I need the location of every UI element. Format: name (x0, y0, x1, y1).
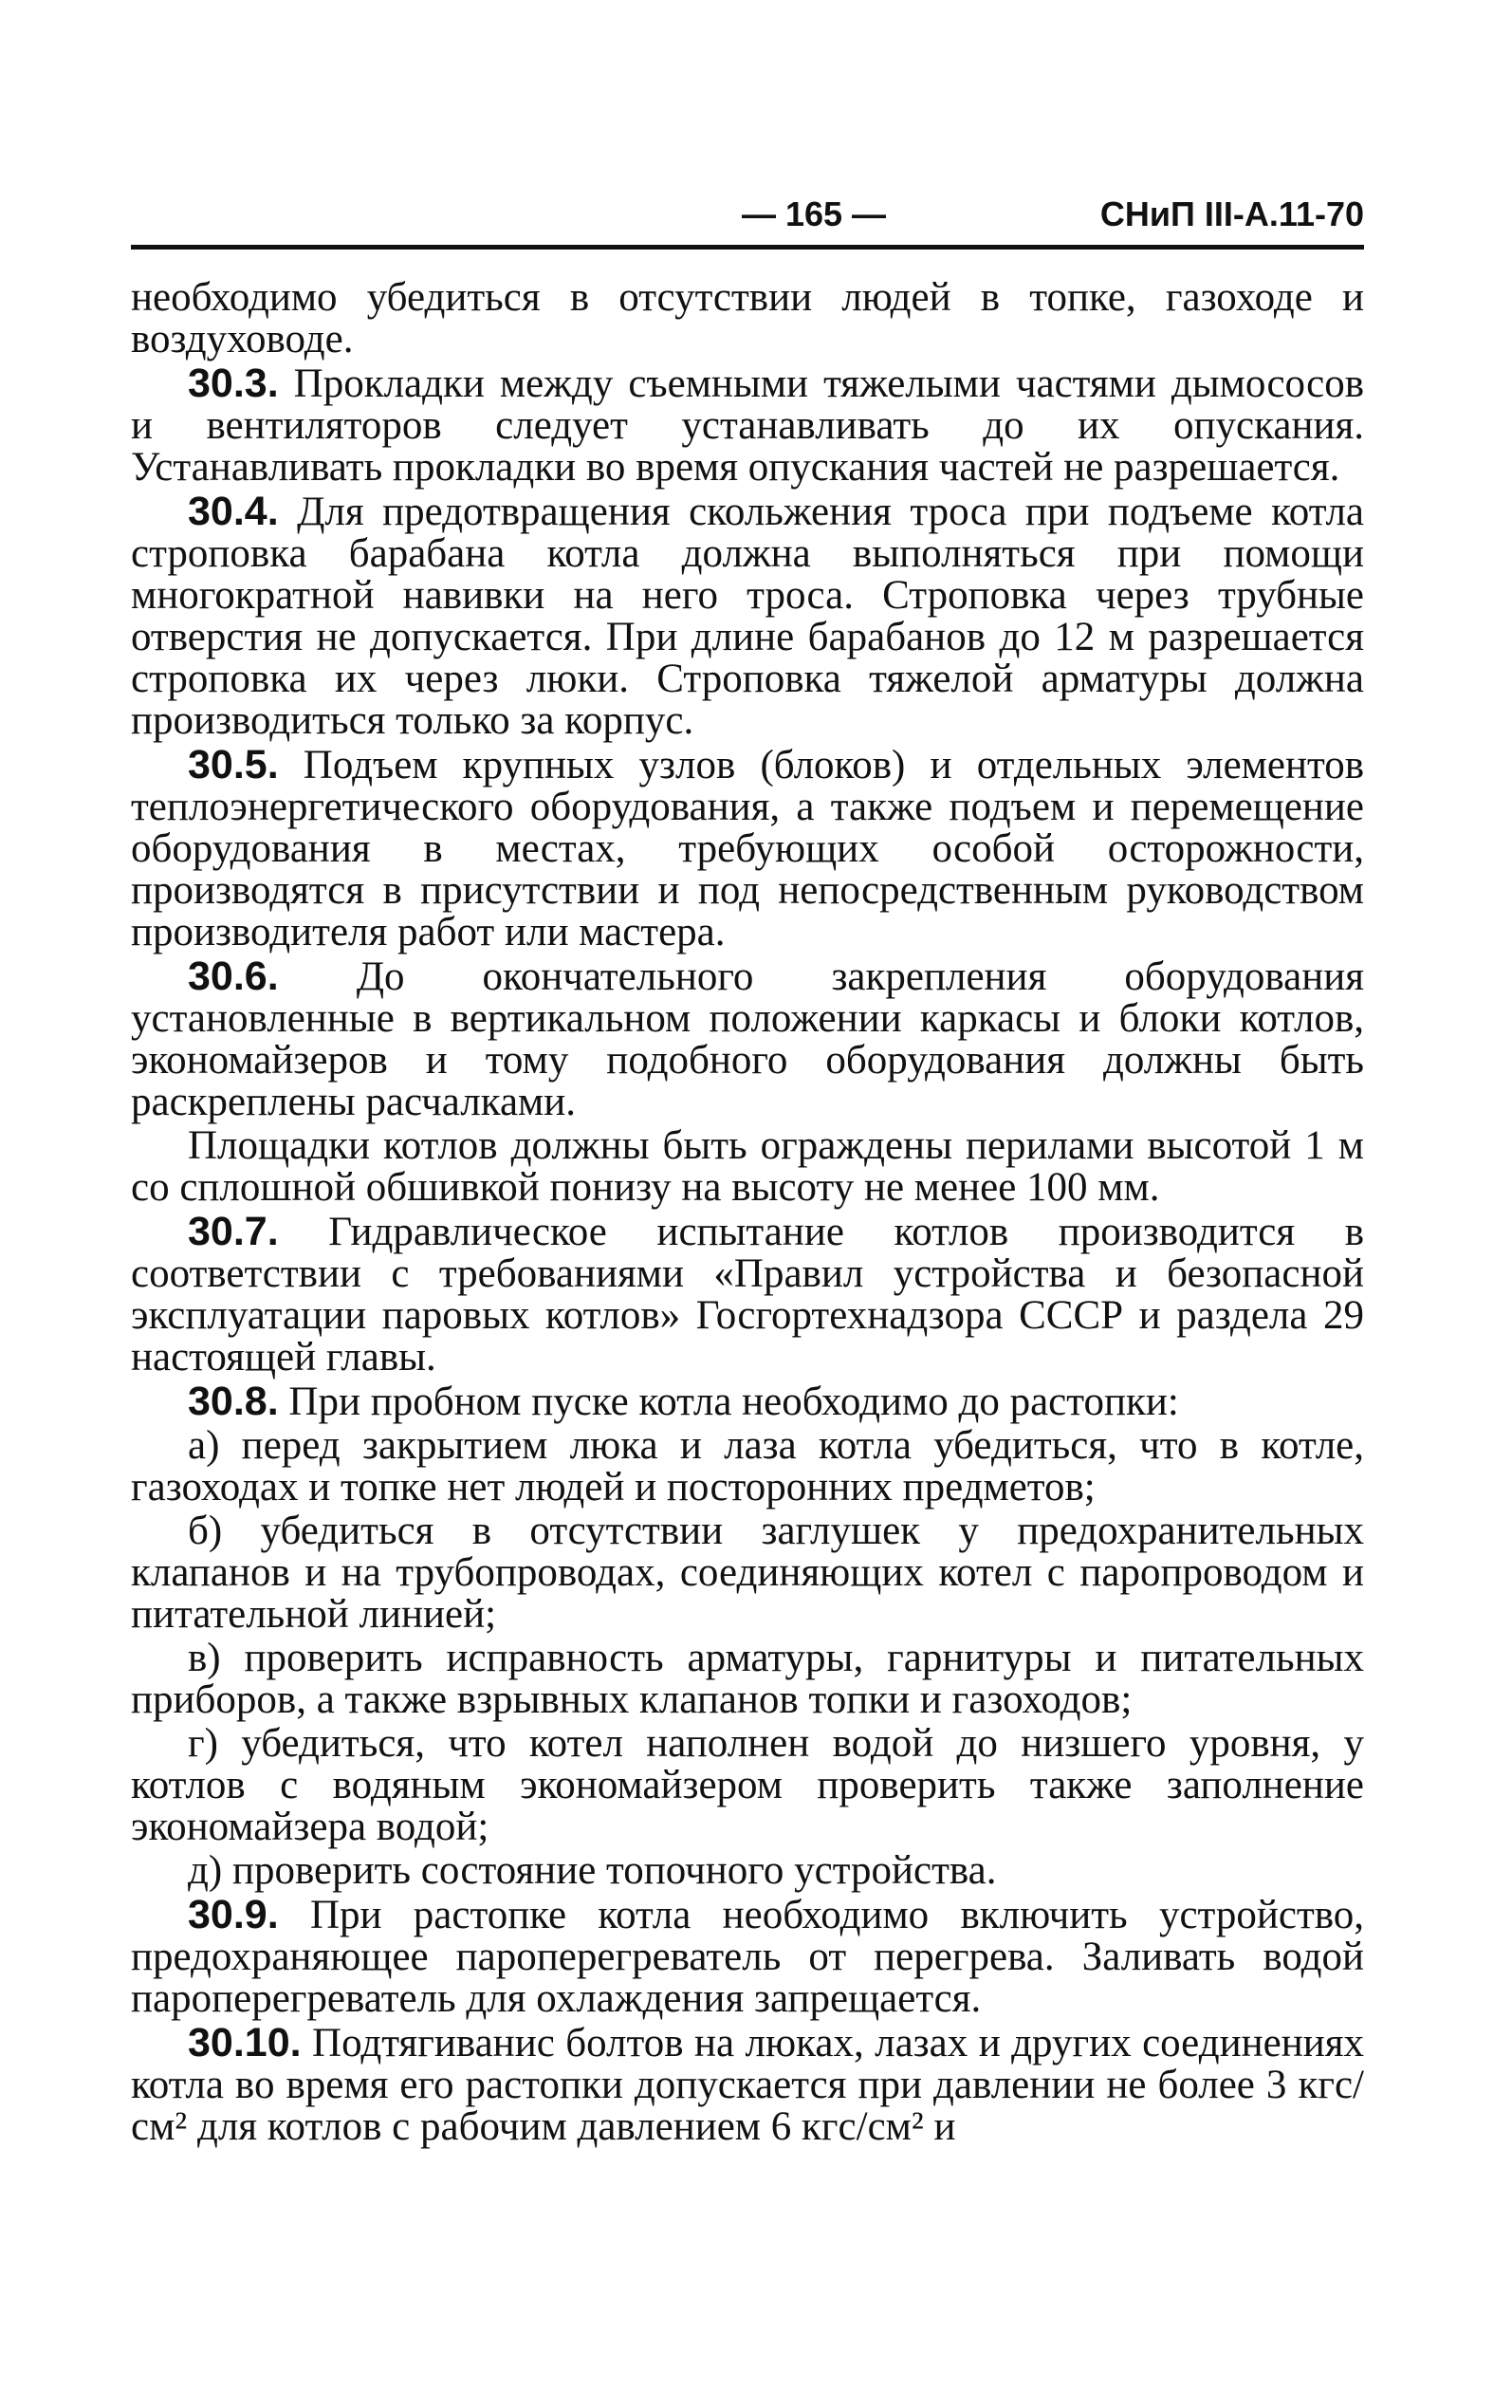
clause-number: 30.6. (188, 954, 279, 999)
document-code: СНиП III-А.11-70 (1099, 194, 1364, 233)
list-item-d: д) проверить состояние топочного устройства. (188, 1848, 997, 1893)
paragraph-30-6: 30.6. До окончательного закрепления оборудования установленные в вертикальном положении каркасы и блоки котлов, экономайзеров и тому подобного оборудования должны быть раскреплены расчалками. (131, 954, 1364, 1124)
body-text (131, 277, 1364, 2150)
paragraph-30-4: 30.4. Для предотвращения скольжения троса при подъеме котла строповка барабана котла должна выполняться при помощи многократной навивки на него троса. Строповка через трубные отверстия не допускается. При длине барабанов до 12 м разрешается строповка их через люки. Строповка тяжелой арматуры должна производиться только за корпус. (131, 489, 1364, 743)
clause-number: 30.10. (188, 2020, 302, 2065)
clause-number: 30.7. (188, 1209, 279, 1254)
clause-number: 30.3. (188, 361, 279, 406)
paragraph-30-5: 30.5. Подъем крупных узлов (блоков) и отдельных элементов теплоэнергетического оборудования, а также подъем и перемещение оборудования в местах, требующих особой осторожности, производятся в присутствии и под непосредственным руководством производителя работ или мастера. (131, 742, 1364, 954)
clause-number: 30.9. (188, 1892, 279, 1937)
paragraph-30-10: 30.10. Подтягиванис болтов на люках, лазах и других соединениях котла во время его растопки допускается при давлении не более 3 кгс/см² для котлов с рабочим давлением 6 кгс/см² и (131, 2020, 1364, 2149)
clause-number: 30.8. (188, 1379, 279, 1424)
paragraph-platforms: Площадки котлов должны быть ограждены перилами высотой 1 м со сплошной обшивкой понизу на высоту не менее 100 мм. (131, 1123, 1364, 1210)
list-item-v: в) проверить исправность арматуры, гарнитуры и питательных приборов, а также взрывных клапанов топки и газоходов; (131, 1636, 1364, 1722)
paragraph-30-9: 30.9. При растопке котла необходимо включить устройство, предохраняющее пароперегреватель от перегрева. Заливать водой пароперегреватель для охлаждения запрещается. (131, 1892, 1364, 2021)
page-number: — 165 — (741, 194, 887, 233)
paragraph-30-3: 30.3. Прокладки между съемными тяжелыми частями дымососов и вентиляторов следует устанавливать до их опускания. Устанавливать прокладки во время опускания частей не разрешается. (131, 361, 1364, 490)
paragraph: необходимо убедиться в отсутствии людей в топке, газоходе и воздуховоде. (131, 275, 1364, 361)
list-item-a: а) перед закрытием люка и лаза котла убедиться, что в котле, газоходах и топке нет людей и посторонних предметов; (131, 1423, 1364, 1510)
list-item-g: г) убедиться, что котел наполнен водой до низшего уровня, у котлов с водяным экономайзером проверить также заполнение экономайзера водой; (131, 1721, 1364, 1849)
paragraph-30-7: 30.7. Гидравлическое испытание котлов производится в соответствии с требованиями «Правил устройства и безопасной эксплуатации паровых котлов» Госгортехнадзора СССР и раздела 29 настоящей главы. (131, 1209, 1365, 1380)
header-rule (131, 245, 1364, 250)
clause-number: 30.5. (188, 742, 279, 787)
list-item-b: б) убедиться в отсутствии заглушек у предохранительных клапанов и на трубопроводах, соединяющих котел с паропроводом и питательной линией; (131, 1509, 1364, 1637)
clause-number: 30.4. (188, 489, 279, 534)
page-header (131, 194, 1364, 242)
paragraph-30-8: 30.8. При пробном пуске котла необходимо до растопки: (188, 1379, 1179, 1424)
